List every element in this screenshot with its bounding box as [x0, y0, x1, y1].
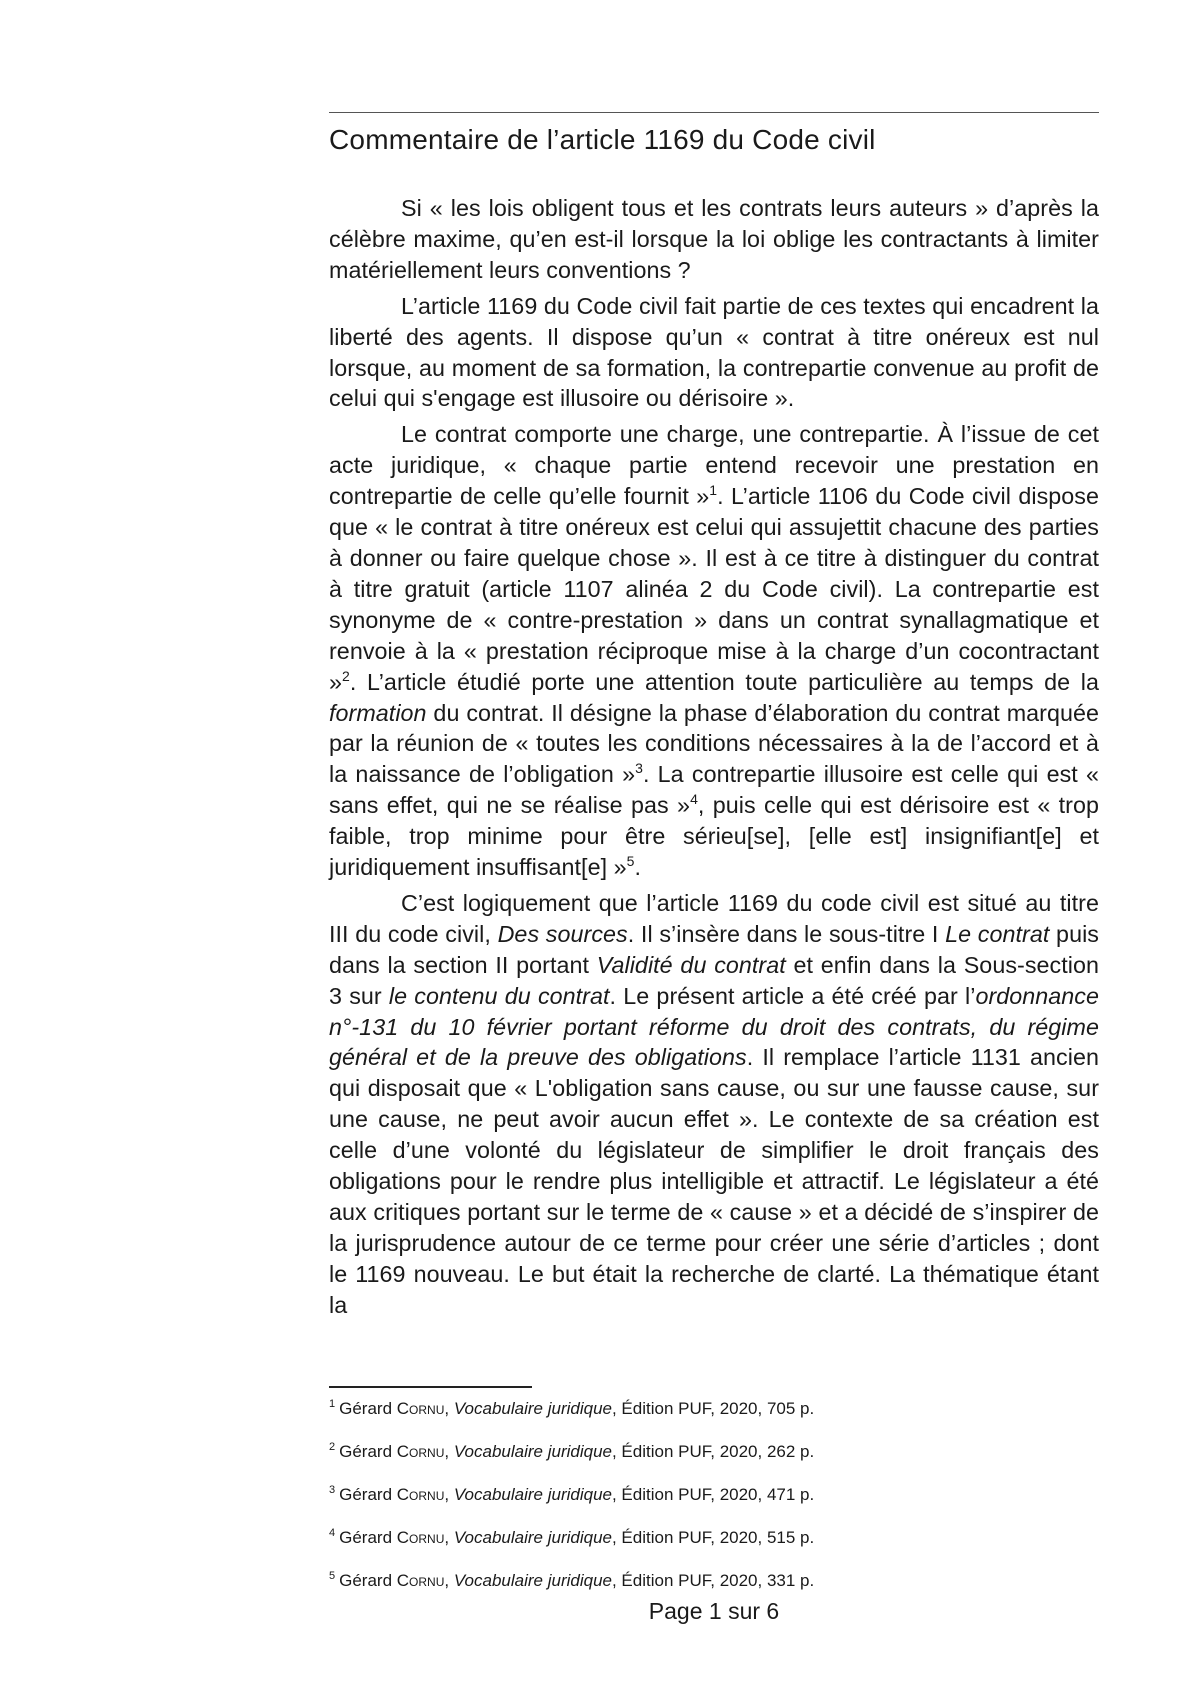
footnote-ref-3[interactable]: 3 — [635, 760, 643, 777]
page-title: Commentaire de l’article 1169 du Code civil — [329, 124, 876, 155]
text-run: Le contrat comporte une charge, une contrepartie. À l’issue de cet acte juridique, « chaque partie entend recevoir une prestation en contrepartie de celle qu’elle fournit » — [329, 421, 1099, 510]
separator: , — [444, 1442, 454, 1461]
text-run: . Il s’insère dans le sous-titre I — [627, 920, 946, 947]
text-run: du contrat. Il désigne la phase d’élaboration du contrat marquée par la réunion de « toutes les conditions nécessaires à la de l’accord et à la naissance de l’obligation » — [329, 699, 1099, 788]
footnote-ref-4[interactable]: 4 — [690, 791, 698, 808]
footnote-number: 5 — [329, 1570, 336, 1583]
italic-term: Le contrat — [945, 920, 1050, 947]
citation-details: , Édition PUF, 2020, 331 p. — [611, 1571, 815, 1590]
text-run: puis dans la section II portant — [329, 920, 1099, 978]
italic-term: le contenu du contrat — [388, 982, 610, 1009]
author-first: Gérard — [339, 1528, 393, 1547]
footnote-4 — [329, 1525, 1099, 1568]
paragraph-article-text: L’article 1169 du Code civil fait partie de ces textes qui encadrent la liberté des agents. Il dispose qu’un « contrat à titre onéreux est nul lorsque, au moment de sa formation, la contrepartie convenue au profit de celui qui s'engage est illusoire ou dérisoire ». — [329, 292, 1099, 412]
footnote-number: 1 — [329, 1398, 336, 1411]
text-run: , puis celle qui est dérisoire est « trop faible, trop minime pour être sérieu[se], [elle est] insignifiant[e] et juridiquement insuffisant[e] » — [329, 792, 1099, 881]
work-title: Vocabulaire juridique — [453, 1528, 612, 1547]
text-run: et enfin dans la Sous-section 3 sur — [329, 951, 1099, 1009]
footnote-number: 2 — [329, 1441, 336, 1454]
citation-details: , Édition PUF, 2020, 705 p. — [611, 1399, 815, 1418]
footnote-number: 4 — [329, 1527, 336, 1540]
author-first: Gérard — [339, 1442, 393, 1461]
author-last: Cornu — [396, 1571, 445, 1590]
header-rule — [329, 112, 1099, 113]
italic-term: ordonnance n°-131 du 10 février portant réforme du droit des contrats, du régime général et de la preuve des obligations — [329, 982, 1099, 1071]
footnote-ref-2[interactable]: 2 — [342, 667, 350, 684]
document-body — [329, 193, 1099, 1326]
separator: , — [444, 1571, 454, 1590]
author-first: Gérard — [339, 1399, 393, 1418]
paragraph-context — [329, 888, 1099, 1321]
footnotes — [329, 1396, 1099, 1611]
paragraph-intro: Si « les lois obligent tous et les contrats leurs auteurs » d’après la célèbre maxime, qu’en est-il lorsque la loi oblige les contractants à limiter matériellement leurs conventions ? — [329, 195, 1099, 283]
author-last: Cornu — [396, 1442, 445, 1461]
work-title: Vocabulaire juridique — [453, 1442, 612, 1461]
separator: , — [444, 1528, 454, 1547]
citation-details: , Édition PUF, 2020, 515 p. — [611, 1528, 815, 1547]
footnote-ref-1[interactable]: 1 — [709, 482, 718, 499]
footnote-ref-5[interactable]: 5 — [626, 853, 635, 870]
italic-term: Validité du contrat — [596, 951, 786, 978]
text-run: . L’article étudié porte une attention toute particulière au temps de la — [349, 668, 1099, 695]
separator: , — [444, 1399, 454, 1418]
paragraph-definitions — [329, 419, 1099, 883]
author-last: Cornu — [396, 1399, 445, 1418]
author-last: Cornu — [396, 1485, 445, 1504]
text-run: C’est logiquement que l’article 1169 du code civil est situé au titre III du code civil, — [329, 889, 1099, 947]
text-run: . — [634, 854, 642, 881]
footnote-1 — [329, 1396, 1099, 1439]
italic-term: formation — [329, 699, 427, 726]
separator: , — [444, 1485, 454, 1504]
citation-details: , Édition PUF, 2020, 471 p. — [611, 1485, 815, 1504]
citation-details: , Édition PUF, 2020, 262 p. — [611, 1442, 815, 1461]
author-first: Gérard — [339, 1571, 393, 1590]
footnote-number: 3 — [329, 1484, 336, 1497]
footnote-3 — [329, 1482, 1099, 1525]
text-run: . Le présent article a été créé par l’ — [609, 982, 976, 1009]
page-number: Page 1 sur 6 — [648, 1598, 780, 1624]
footnote-separator — [329, 1386, 532, 1388]
work-title: Vocabulaire juridique — [453, 1399, 612, 1418]
text-run: . La contrepartie illusoire est celle qui est « sans effet, qui ne se réalise pas » — [329, 761, 1100, 819]
text-run: . Il remplace l’article 1131 ancien qui disposait que « L'obligation sans cause, ou sur une fausse cause, sur une cause, ne peut avoir aucun effet ». Le contexte de sa création est celle d’une volonté du législateur de simplifier le droit français des obligations pour le rendre plus intelligible et attractif. Le législateur a été aux critiques portant sur le terme de « cause » et a décidé de s’inspirer de la jurisprudence autour de ce terme pour créer une série d’articles ; dont le 1169 nouveau. Le but était la recherche de clarté. La thématique étant la — [329, 1044, 1099, 1318]
author-last: Cornu — [396, 1528, 445, 1547]
work-title: Vocabulaire juridique — [453, 1571, 612, 1590]
text-run: . L’article 1106 du Code civil dispose que « le contrat à titre onéreux est celui qui assujettit chacune des parties à donner ou faire quelque chose ». Il est à ce titre à distinguer du contrat à titre gratuit (article 1107 alinéa 2 du Code civil). La contrepartie est synonyme de « contre-prestation » dans un contrat synallagmatique et renvoie à la « prestation réciproque mise à la charge d’un cocontractant » — [329, 483, 1099, 695]
work-title: Vocabulaire juridique — [453, 1485, 612, 1504]
italic-term: Des sources — [497, 920, 628, 947]
footnote-2 — [329, 1439, 1099, 1482]
author-first: Gérard — [339, 1485, 393, 1504]
